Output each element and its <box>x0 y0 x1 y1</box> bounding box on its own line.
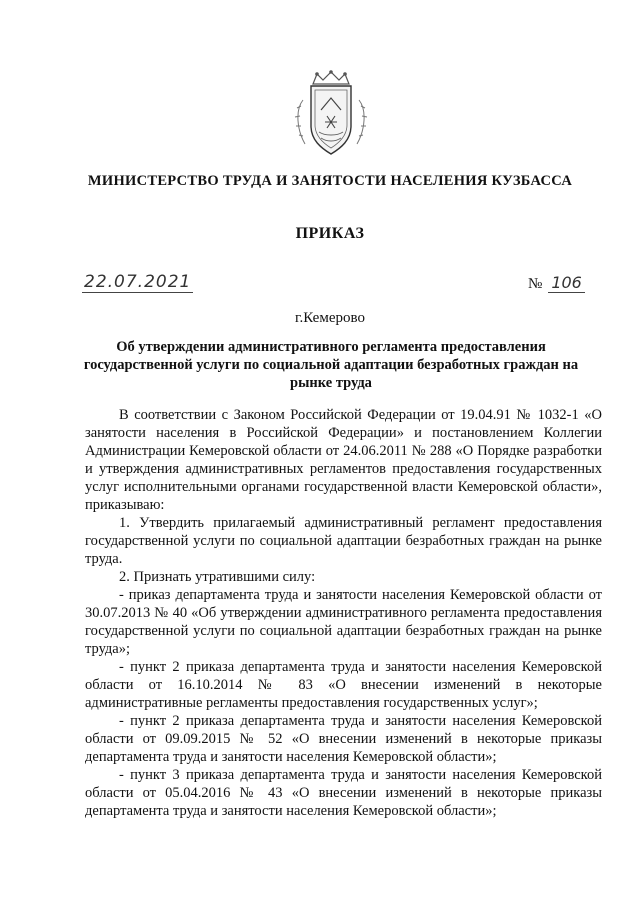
document-type: ПРИКАЗ <box>295 225 365 242</box>
document-date: 22.07.2021 <box>84 272 192 292</box>
list-item: - приказ департамента труда и занятости населения Кемеровской области от 30.07.2013 № 40 «Об утверждении административного регламента предоставления государственной услуги по социальной адаптации безработных граждан на рынке труда»; <box>85 587 602 657</box>
list-item: - пункт 3 приказа департамента труда и занятости населения Кемеровской области от 05.04.2016 № 43 «О внесении изменений в некоторые приказы департамента труда и занятости населения Кемеровской области»; <box>85 767 602 819</box>
coat-of-arms-emblem <box>291 70 371 160</box>
body-paragraph: 2. Признать утратившими силу: <box>119 569 316 585</box>
city-name: г.Кемерово <box>295 310 365 326</box>
list-item: - пункт 2 приказа департамента труда и занятости населения Кемеровской области от 09.09.2015 № 52 «О внесении изменений в некоторые приказы департамента труда и занятости населения Кемеровской области»; <box>85 713 602 765</box>
list-item: - пункт 2 приказа департамента труда и занятости населения Кемеровской области от 16.10.2014 № 83 «О внесении изменений в некоторые административные регламенты предоставления государственных услуг»; <box>85 659 602 711</box>
document-body <box>85 406 602 820</box>
document-number-block <box>528 273 585 293</box>
number-sign: № <box>528 276 543 292</box>
body-paragraph: В соответствии с Законом Российской Федерации от 19.04.91 № 1032-1 «О занятости населения в Российской Федерации» и постановлением Коллегии Администрации Кемеровской области от 24.06.2011 № 288 «О Порядке разработки и утверждения административных регламентов предоставления государственных услуг исполнительными органами государственной власти Кемеровской области», приказываю: <box>85 407 602 513</box>
ministry-name: МИНИСТЕРСТВО ТРУДА И ЗАНЯТОСТИ НАСЕЛЕНИЯ КУЗБАССА <box>87 173 573 189</box>
document-number: 106 <box>548 273 585 293</box>
body-paragraph: 1. Утвердить прилагаемый административный регламент предоставления государственной услуги по социальной адаптации безработных граждан на рынке труда. <box>85 515 602 567</box>
document-title: Об утверждении административного регламента предоставления государственной услуги по социальной адаптации безработных граждан на рынке труда <box>83 339 579 391</box>
